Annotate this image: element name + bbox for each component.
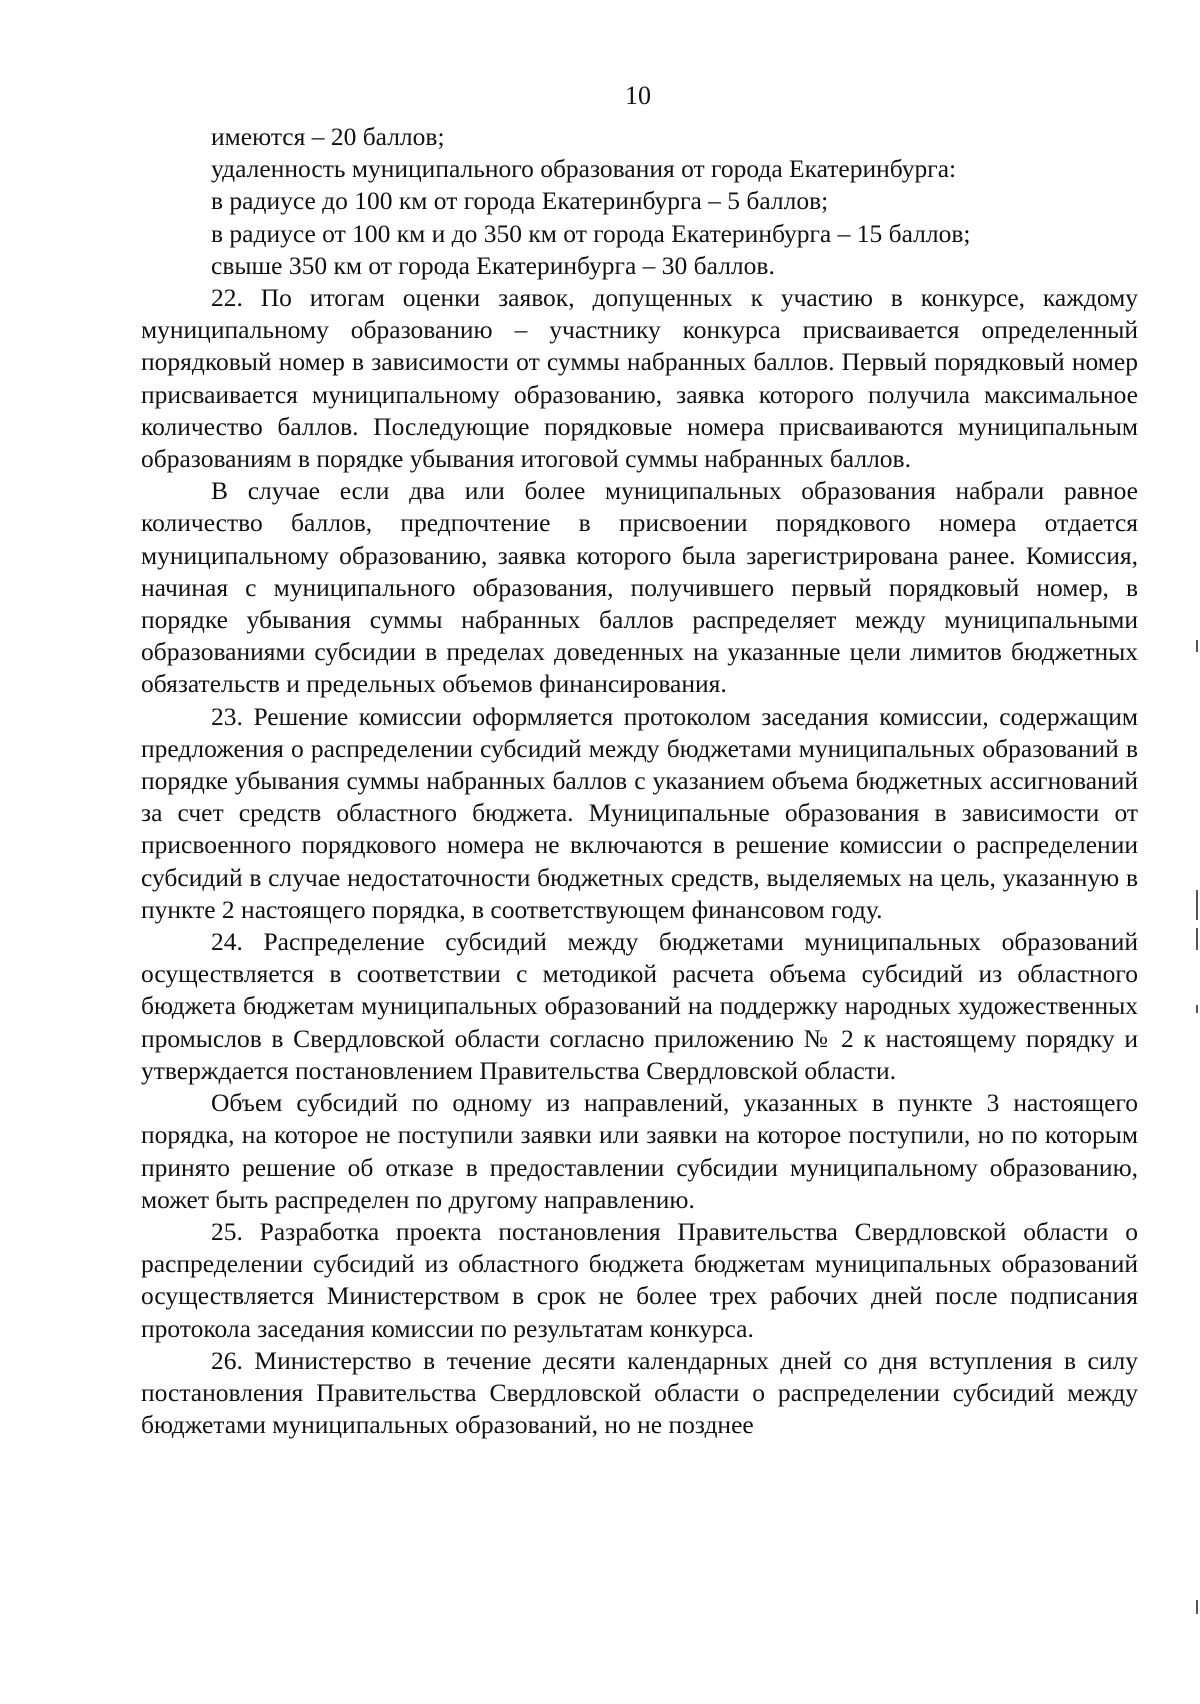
- document-body: [141, 121, 1138, 1441]
- paragraph-23: 23. Решение комиссии оформляется протоколом заседания комиссии, содержащим предложения о распределении субсидий между бюджетами муниципальных образований в порядке убывания суммы набранных баллов с указанием объема бюджетных ассигнований за счет средств областного бюджета. Муниципальные образования в зависимости от присвоенного порядкового номера не включаются в решение комиссии о распределении субсидий в случае недостаточности бюджетных средств, выделяемых на цель, указанную в пункте 2 настоящего порядка, в соответствующем финансовом году.: [141, 701, 1138, 924]
- paragraph-24: 24. Распределение субсидий между бюджетами муниципальных образований осуществляется в соответствии с методикой расчета объема субсидий из областного бюджета бюджетам муниципальных образований на поддержку народных художественных промыслов в Свердловской области согласно приложению № 2 к настоящему порядку и утверждается постановлением Правительства Свердловской области.: [141, 927, 1138, 1085]
- list-line: в радиусе до 100 км от города Екатеринбурга – 5 баллов;: [211, 186, 829, 216]
- paragraph-22: 22. По итогам оценки заявок, допущенных к участию в конкурсе, каждому муниципальному образованию – участнику конкурса присваивается определенный порядковый номер в зависимости от суммы набранных баллов. Первый порядковый номер присваивается муниципальному образованию, заявка которого получила максимальное количество баллов. Последующие порядковые номера присваиваются муниципальным образованиям в порядке убывания итоговой суммы набранных баллов.: [141, 283, 1138, 474]
- scan-artifact-mark: [1196, 928, 1198, 950]
- paragraph-22-continued: В случае если два или более муниципальных образования набрали равное количество баллов, предпочтение в присвоении порядкового номера отдается муниципальному образованию, заявка которого была зарегистрирована ранее. Комиссия, начиная с муниципального образования, получившего первый порядковый номер, в порядке убывания суммы набранных баллов распределяет между муниципальными образованиями субсидии в пределах доведенных на указанные цели лимитов бюджетных обязательств и предельных объемов финансирования.: [141, 476, 1138, 699]
- scan-artifact-mark: [1196, 1600, 1198, 1614]
- page-number: 10: [625, 81, 651, 110]
- scan-artifact-mark: [1196, 890, 1198, 920]
- list-line: удаленность муниципального образования от города Екатеринбурга:: [211, 154, 957, 184]
- scan-artifact-mark: [1196, 640, 1198, 652]
- scan-artifact-mark: [1196, 1005, 1198, 1013]
- paragraph-24-continued: Объем субсидий по одному из направлений, указанных в пункте 3 настоящего порядка, на которое не поступили заявки или заявки на которое поступили, но по которым принято решение об отказе в предоставлении субсидии муниципальному образованию, может быть распределен по другому направлению.: [141, 1088, 1138, 1214]
- list-line: имеются – 20 баллов;: [211, 122, 445, 151]
- paragraph-26: 26. Министерство в течение десяти календарных дней со дня вступления в силу постановления Правительства Свердловской области о распределении субсидий между бюджетами муниципальных образований, но не позднее: [141, 1345, 1138, 1440]
- paragraph-25: 25. Разработка проекта постановления Правительства Свердловской области о распределении субсидий из областного бюджета бюджетам муниципальных образований осуществляется Министерством в срок не более трех рабочих дней после подписания протокола заседания комиссии по результатам конкурса.: [141, 1216, 1138, 1343]
- list-line: свыше 350 км от города Екатеринбурга – 30 баллов.: [211, 250, 775, 280]
- list-line: в радиусе от 100 км и до 350 км от города Екатеринбурга – 15 баллов;: [211, 218, 971, 248]
